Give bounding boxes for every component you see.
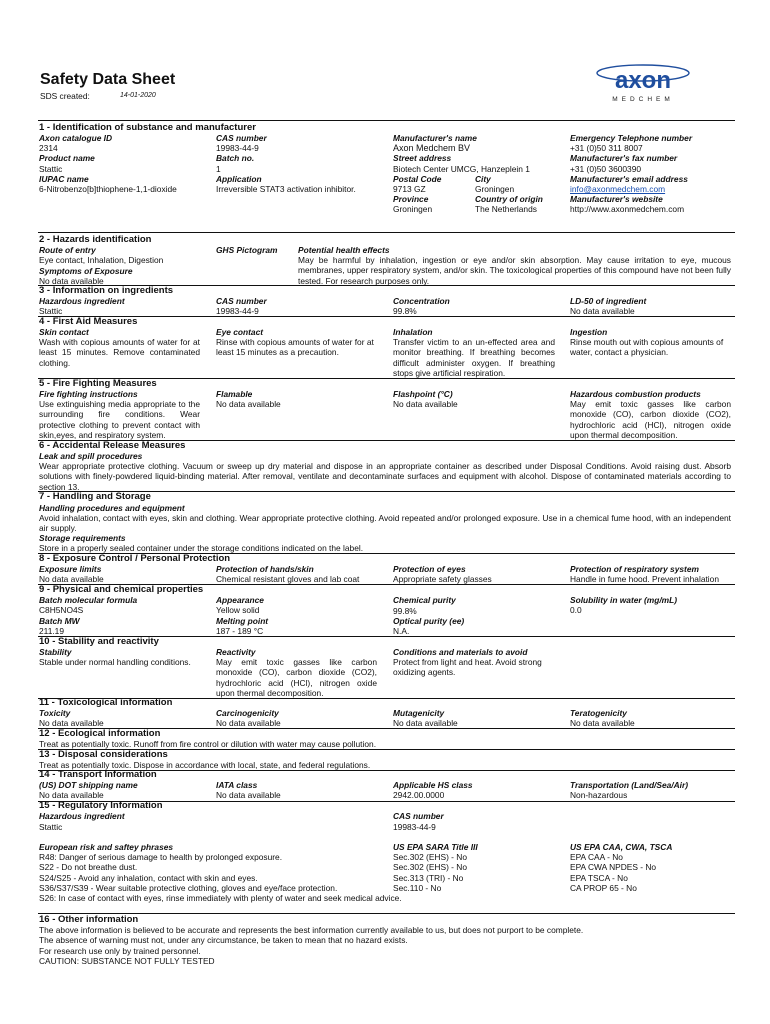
skin-contact-value: Wash with copious amounts of water for at least 15 minutes. Remove contaminated clothing. [39, 337, 200, 368]
optical-purity-label: Optical purity (ee) [393, 616, 465, 626]
city-label: City [475, 174, 491, 184]
cas-label: CAS number [216, 296, 267, 306]
exposure-limits-value: No data available [39, 574, 104, 584]
eye-contact-value: Rinse with copious amounts of water for at least 15 minutes as a precaution. [216, 337, 374, 358]
sara-line: Sec.302 (EHS) - No [393, 862, 468, 872]
ingredient-label: Hazardous ingredient [39, 296, 125, 306]
iata-value: No data available [216, 790, 281, 800]
section-10-heading: 10 - Stability and reactivity [39, 636, 159, 647]
route-value: Eye contact, Inhalation, Digestion [39, 255, 164, 265]
caa-line: EPA TSCA - No [570, 873, 628, 883]
section-3-heading: 3 - Information on ingredients [39, 285, 174, 296]
fax-value: +31 (0)50 3600390 [570, 164, 642, 174]
skin-contact-label: Skin contact [39, 327, 89, 337]
respiratory-protection-label: Protection of respiratory system [570, 564, 699, 574]
fax-label: Manufacturer's fax number [570, 153, 678, 163]
iata-label: IATA class [216, 780, 258, 790]
reg-ingredient-label: Hazardous ingredient [39, 811, 125, 821]
concentration-value: 99.8% [393, 306, 417, 316]
phone-value: +31 (0)50 311 8007 [570, 143, 643, 153]
street-value: Biotech Center UMCG, Hanzeplein 1 [393, 164, 530, 174]
page-title: Safety Data Sheet [40, 71, 176, 88]
mw-value: 211.19 [39, 626, 64, 636]
reactivity-value: May emit toxic gasses like carbon monoxide (CO), carbon dioxide (CO2), hydrochloric acid (HCl), nitrogen oxide upon thermal decomposition. [216, 657, 377, 698]
eyes-protection-value: Appropriate safety glasses [393, 574, 492, 584]
eu-phrase-line: S26: In case of contact with eyes, rinse immediately with plenty of water and seek medical advice. [39, 893, 402, 903]
caa-line: EPA CWA NPDES - No [570, 862, 657, 872]
ld50-value: No data available [570, 306, 635, 316]
mutagenicity-label: Mutagenicity [393, 708, 445, 718]
melting-point-label: Melting point [216, 616, 269, 626]
eu-phrase-line: S24/S25 - Avoid any inhalation, contact with skin and eyes. [39, 873, 258, 883]
hs-class-value: 2942.00.0000 [393, 790, 445, 800]
transport-label: Transportation (Land/Sea/Air) [570, 780, 689, 790]
eu-phrase-line: S36/S37/S39 - Wear suitable protective clothing, gloves and eye/face protection. [39, 883, 338, 893]
product-label: Product name [39, 153, 95, 163]
symptoms-label: Symptoms of Exposure [39, 266, 133, 276]
section-13-heading: 13 - Disposal considerations [39, 749, 168, 760]
postal-value: 9713 GZ [393, 184, 426, 194]
optical-purity-value: N.A. [393, 626, 410, 636]
hs-class-label: Applicable HS class [393, 780, 473, 790]
dot-value: No data available [39, 790, 104, 800]
logo-text: axon [614, 67, 672, 94]
mw-label: Batch MW [39, 616, 80, 626]
flashpoint-value: No data available [393, 399, 458, 409]
reg-cas-value: 19983-44-9 [393, 822, 436, 832]
reactivity-label: Reactivity [216, 647, 256, 657]
section-12-heading: 12 - Ecological information [39, 728, 161, 739]
ingestion-value: Rinse mouth out with copious amounts of water, contact a physician. [570, 337, 724, 358]
appearance-label: Appearance [216, 595, 264, 605]
teratogenicity-value: No data available [570, 718, 635, 728]
ld50-label: LD-50 of ingredient [570, 296, 647, 306]
country-label: Country of origin [475, 194, 543, 204]
catalogue-label: Axon catalogue ID [39, 133, 113, 143]
email-link[interactable]: info@axonmedchem.com [570, 184, 666, 194]
leak-label: Leak and spill procedures [39, 451, 143, 461]
section-7-heading: 7 - Handling and Storage [39, 491, 151, 502]
cas-value: 19983-44-9 [216, 306, 259, 316]
teratogenicity-label: Teratogenicity [570, 708, 627, 718]
mutagenicity-value: No data available [393, 718, 458, 728]
handling-value: Avoid inhalation, contact with eyes, skin and clothing. Wear appropriate protective clothing. Avoid repeated and/or prolonged exposure. Use in a chemical fume hood, with an independent air supply. [39, 513, 731, 534]
section-2-heading: 2 - Hazards identification [39, 234, 152, 245]
toxicity-label: Toxicity [39, 708, 71, 718]
caa-line: CA PROP 65 - No [570, 883, 637, 893]
transport-value: Non-hazardous [570, 790, 628, 800]
chemical-purity-label: Chemical purity [393, 595, 456, 605]
leak-value: Wear appropriate protective clothing. Vacuum or sweep up dry material and dispose in an appropriate container as described under Disposal Conditions. Avoid raising dust. Absorb solutions with finely-powdered liquid-binding material. After removal, ventilate and decontaminate surfaces and equipment with alcohol. Dispose of contaminated materials according to section 13. [39, 461, 731, 492]
province-value: Groningen [393, 204, 433, 214]
effects-label: Potential health effects [298, 245, 390, 255]
other-info-line: The above information is believed to be accurate and represents the best information currently available to us, but does not purport to be complete. [39, 925, 584, 935]
ghs-label: GHS Pictogram [216, 245, 278, 255]
route-label: Route of entry [39, 245, 96, 255]
website-link[interactable]: http://www.axonmedchem.com [570, 204, 685, 214]
section-16-heading: 16 - Other information [39, 914, 139, 925]
iupac-value: 6-Nitrobenzo[b]thiophene-1,1-dioxide [39, 184, 177, 194]
eu-phrase-line: R48: Danger of serious damage to health by prolonged exposure. [39, 852, 283, 862]
product-value: Stattic [39, 164, 63, 174]
flamable-label: Flamable [216, 389, 253, 399]
handling-label: Handling procedures and equipment [39, 503, 185, 513]
logo-subtext: MEDCHEM [612, 96, 674, 103]
solubility-value: 0.0 [570, 605, 582, 615]
eu-phrases-label: European risk and saftey phrases [39, 842, 174, 852]
exposure-limits-label: Exposure limits [39, 564, 102, 574]
sds-created-label: SDS created: [40, 91, 90, 101]
hands-protection-label: Protection of hands/skin [216, 564, 314, 574]
cas-value: 19983-44-9 [216, 143, 259, 153]
axon-medchem-logo [588, 62, 698, 104]
section-1-heading: 1 - Identification of substance and manufacturer [39, 122, 256, 133]
hands-protection-value: Chemical resistant gloves and lab coat [216, 574, 360, 584]
application-value: Irreversible STAT3 activation inhibitor. [216, 184, 356, 194]
ecological-text: Treat as potentially toxic. Runoff from fire control or dilution with water may cause pollution. [39, 739, 377, 749]
combustion-label: Hazardous combustion products [570, 389, 701, 399]
eu-phrase-line: S22 - Do not breathe dust. [39, 862, 138, 872]
solubility-label: Solubility in water (mg/mL) [570, 595, 678, 605]
city-value: Groningen [475, 184, 515, 194]
symptoms-value: No data available [39, 276, 104, 286]
other-info-line: CAUTION: SUBSTANCE NOT FULLY TESTED [39, 956, 215, 966]
manufacturer-value: Axon Medchem BV [393, 143, 471, 153]
toxicity-value: No data available [39, 718, 104, 728]
postal-label: Postal Code [393, 174, 442, 184]
website-label: Manufacturer's website [570, 194, 663, 204]
conditions-label: Conditions and materials to avoid [393, 647, 528, 657]
sara-line: Sec.313 (TRI) - No [393, 873, 464, 883]
other-info-line: For research use only by trained personnel. [39, 946, 201, 956]
section-6-heading: 6 - Accidental Release Measures [39, 440, 186, 451]
respiratory-protection-value: Handle in fume hood. Prevent inhalation [570, 574, 719, 584]
catalogue-value: 2314 [39, 143, 58, 153]
appearance-value: Yellow solid [216, 605, 260, 615]
sara-line: Sec.302 (EHS) - No [393, 852, 468, 862]
section-4-heading: 4 - First Aid Measures [39, 316, 138, 327]
email-label: Manufacturer's email address [570, 174, 688, 184]
flamable-value: No data available [216, 399, 281, 409]
province-label: Province [393, 194, 429, 204]
section-15-heading: 15 - Regulatory Information [39, 800, 163, 811]
section-5-heading: 5 - Fire Fighting Measures [39, 378, 157, 389]
caa-label: US EPA CAA, CWA, TSCA [570, 842, 673, 852]
carcinogenicity-label: Carcinogenicity [216, 708, 279, 718]
sara-line: Sec.110 - No [393, 883, 442, 893]
dot-label: (US) DOT shipping name [39, 780, 138, 790]
eye-contact-label: Eye contact [216, 327, 264, 337]
ingestion-label: Ingestion [570, 327, 608, 337]
reg-cas-label: CAS number [393, 811, 444, 821]
cas-label: CAS number [216, 133, 267, 143]
ingredient-value: Stattic [39, 306, 63, 316]
stability-label: Stability [39, 647, 72, 657]
batch-label: Batch no. [216, 153, 255, 163]
melting-point-value: 187 - 189 °C [216, 626, 264, 636]
storage-label: Storage requirements [39, 533, 126, 543]
inhalation-label: Inhalation [393, 327, 433, 337]
carcinogenicity-value: No data available [216, 718, 281, 728]
fire-instructions-label: Fire fighting instructions [39, 389, 138, 399]
sara-label: US EPA SARA Title III [393, 842, 478, 852]
section-14-heading: 14 - Transport Information [39, 769, 157, 780]
section-divider [38, 120, 735, 121]
fire-instructions-value: Use extinguishing media appropriate to the surrounding fire conditions. Wear protective clothing to prevent contact with skin,eyes, and respiratory system. [39, 399, 200, 440]
conditions-value: Protect from light and heat. Avoid strong oxidizing agents. [393, 657, 542, 678]
application-label: Application [216, 174, 262, 184]
section-8-heading: 8 - Exposure Control / Personal Protection [39, 553, 231, 564]
iupac-label: IUPAC name [39, 174, 89, 184]
country-value: The Netherlands [475, 204, 537, 214]
storage-value: Store in a properly sealed container under the storage conditions indicated on the label. [39, 543, 364, 553]
batch-value: 1 [216, 164, 221, 174]
sds-created-date: 14-01-2020 [120, 92, 156, 99]
flashpoint-label: Flashpoint (°C) [393, 389, 453, 399]
formula-value: C8H5NO4S [39, 605, 84, 615]
caa-line: EPA CAA - No [570, 852, 623, 862]
section-divider [38, 232, 735, 233]
eyes-protection-label: Protection of eyes [393, 564, 466, 574]
formula-label: Batch molecular formula [39, 595, 138, 605]
other-info-line: The absence of warning must not, under any circumstance, be taken to mean that no hazard exists. [39, 935, 408, 945]
inhalation-value: Transfer victim to an un-effected area and monitor breathing. If breathing becomes difficult administer oxygen. If breathing stops give artificial respiration. [393, 337, 555, 378]
section-divider [38, 913, 735, 914]
section-divider [38, 316, 735, 317]
reg-ingredient-value: Stattic [39, 822, 63, 832]
chemical-purity-value: 99.8% [393, 606, 417, 616]
manufacturer-label: Manufacturer's name [393, 133, 477, 143]
phone-label: Emergency Telephone number [570, 133, 693, 143]
section-9-heading: 9 - Physical and chemical properties [39, 584, 204, 595]
combustion-value: May emit toxic gasses like carbon monoxide (CO), carbon dioxide (CO2), hydrochloric acid (HCl), nitrogen oxide upon thermal decomposition. [570, 399, 731, 440]
section-11-heading: 11 - Toxicological information [39, 697, 173, 708]
effects-value: May be harmful by inhalation, ingestion or eye and/or skin absorption. May cause irritation to eye, mucous membranes, upper respiratory system, and/or skin. The toxicological properties of this compound have not been fully tested. For research purposes only. [298, 255, 731, 286]
concentration-label: Concentration [393, 296, 450, 306]
stability-value: Stable under normal handling conditions. [39, 657, 191, 667]
disposal-text: Treat as potentially toxic. Dispose in accordance with local, state, and federal regulations. [39, 760, 371, 770]
street-label: Street address [393, 153, 452, 163]
